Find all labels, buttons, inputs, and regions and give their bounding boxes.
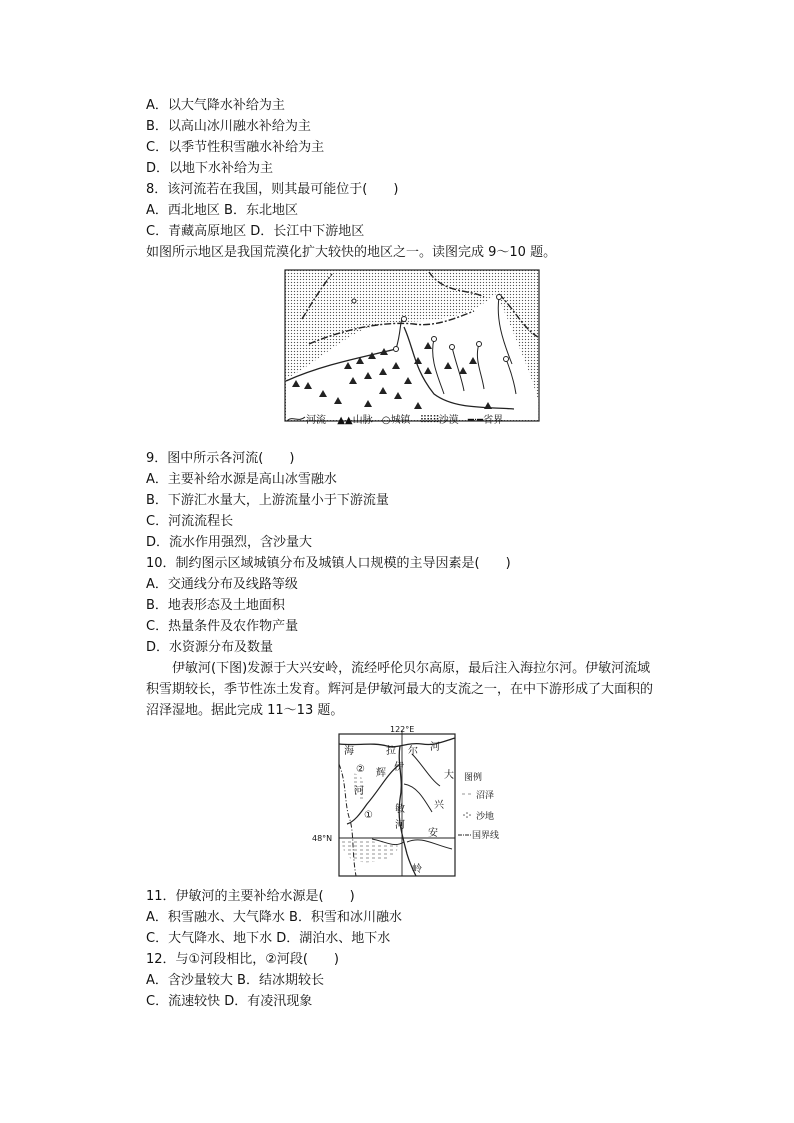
town-legend-icon: ○ [381,415,391,426]
desert-region-map [284,269,540,425]
desert-map-graphic [284,269,540,425]
q7-option-d: D．以地下水补给为主 [146,161,274,176]
q11-option-ab: A．积雪融水、大气降水 B．积雪和冰川融水 [146,910,402,925]
legend-river: 河流 [306,415,326,426]
q7-option-b: B．以高山冰川融水补给为主 [146,119,311,134]
q7-option-a: A．以大气降水补给为主 [146,98,285,113]
map2-char-la: 拉 [386,746,396,757]
mountain-legend-icon: ▲▲ [337,415,353,426]
q10-option-c: C．热量条件及农作物产量 [146,619,299,634]
map1-legend [286,411,540,426]
map2-char-min: 敏 [395,804,405,815]
q9-stem: 9．图中所示各河流( ) [146,451,295,466]
map2-char-yi: 伊 [394,762,404,773]
q8-option-cd: C．青藏高原地区 D．长江中下游地区 [146,224,365,239]
map2-char-hui: 辉 [376,768,386,779]
q9-option-b: B．下游汇水量大，上游流量小于下游流量 [146,493,389,508]
map2-latitude-label: 48°N [312,834,333,843]
sand-legend-icon [463,812,471,818]
q10-stem: 10．制约图示区域城镇分布及城镇人口规模的主导因素是( ) [146,556,511,571]
yimin-map-graphic [312,724,542,880]
legend-mountain: 山脉 [352,415,373,426]
river-legend-icon [286,415,306,423]
legend-desert: 沙漠 [438,415,459,426]
map2-legend-title: 图例 [464,773,483,783]
map2-char-da: 大 [444,770,454,781]
q11-stem: 11．伊敏河的主要补给水源是( ) [146,889,355,904]
legend-border: 国界线 [472,831,500,841]
q12-option-ab: A．含沙量较大 B．结冰期较长 [146,973,324,988]
yimin-river-map [312,724,542,880]
q12-stem: 12．与①河段相比，②河段( ) [146,952,339,967]
q11-option-cd: C．大气降水、地下水 D．湖泊水、地下水 [146,931,391,946]
q12-option-cd: C．流速较快 D．有凌汛现象 [146,994,313,1009]
map2-char-hai: 海 [344,746,354,757]
intro-11-13: 伊敏河(下图)发源于大兴安岭，流经呼伦贝尔高原，最后注入海拉尔河。伊敏河流域积雪期较长，季节性冻土发育。辉河是伊敏河最大的支流之一，在中下游形成了大面积的沼泽湿地。据此完成 11～13 题。 [146,661,654,718]
q10-option-d: D．水资源分布及数量 [146,640,274,655]
map2-longitude-label: 122°E [390,725,415,734]
intro-9-10: 如图所示地区是我国荒漠化扩大较快的地区之一。读图完成 9～10 题。 [146,245,557,260]
q9-option-a: A．主要补给水源是高山冰雪融水 [146,472,337,487]
map2-marker-1: ① [364,810,373,821]
map2-char-he-yimin: 河 [395,820,405,831]
map2-char-xing: 兴 [434,800,444,811]
province-border-legend-icon: ━·━ [467,415,484,426]
map2-char-he-hailar: 河 [430,742,440,753]
legend-marsh: 沼泽 [476,791,495,801]
map2-marker-2: ② [356,764,365,775]
desert-legend-icon: ⠿⠿⠿ [419,415,439,426]
map2-char-er: 尔 [408,746,418,757]
q10-option-a: A．交通线分布及线路等级 [146,577,298,592]
map2-char-an: 安 [428,828,438,839]
q7-option-c: C．以季节性积雪融水补给为主 [146,140,325,155]
q9-option-d: D．流水作用强烈，含沙量大 [146,535,313,550]
legend-sand: 沙地 [476,812,495,822]
q8-option-ab: A．西北地区 B．东北地区 [146,203,298,218]
marsh-legend-icon [462,791,472,797]
q8-stem: 8．该河流若在我国，则其最可能位于( ) [146,182,399,197]
q10-option-b: B．地表形态及土地面积 [146,598,285,613]
q9-option-c: C．河流流程长 [146,514,234,529]
map2-char-he-hui: 河 [354,786,364,797]
map2-char-ling: 岭 [412,864,422,875]
legend-town: 城镇 [390,415,411,426]
legend-province-border: 省界 [483,415,504,426]
